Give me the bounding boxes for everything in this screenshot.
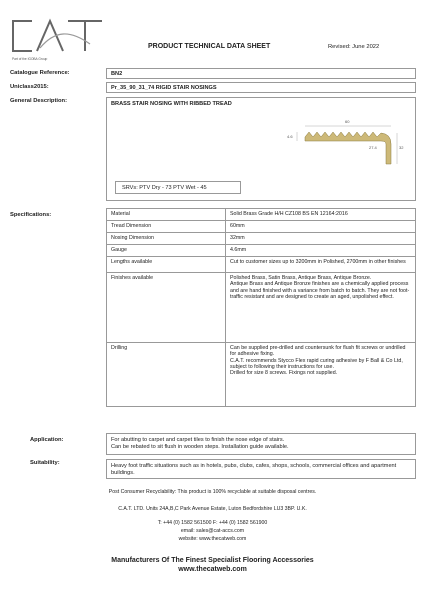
spec-key: Drilling [107, 343, 226, 407]
spec-value: Polished Brass, Satin Brass, Antique Brass, Antique Bronze. Antique Brass and Antique Bronze finishes are a chemically applied process and are hand finished with a variance from batch to batch. They are not foot-traffic resistant and are designed to create an aged, unpolished effect. [226, 273, 416, 343]
specifications-table [106, 208, 416, 407]
table-row [107, 245, 416, 257]
website-link[interactable]: www.thecatweb.com [178, 566, 247, 573]
revised-date: Revised: June 2022 [328, 44, 380, 50]
application-value: For abutting to carpet and carpet tiles to finish the nose edge of stairs. Can be rebated to sit flush in wooden steps. Installation guide available. [106, 433, 416, 455]
spec-key: Material [107, 209, 226, 221]
description-value: BRASS STAIR NOSING WITH RIBBED TREAD [111, 101, 232, 107]
suitability-value: Heavy foot traffic situations such as in hotels, pubs, clubs, cafes, shops, schools, commercial offices and apartment buildings. [106, 459, 416, 479]
spec-key: Gauge [107, 245, 226, 257]
email-line: email: sales@cat-accs.com [180, 528, 245, 534]
spec-value: Can be supplied pre-drilled and countersunk for flush fit screws or undrilled for adhesive fixing. C.A.T. recommends Stycco Flex rapid curing adhesive by F Ball & Co Ltd, subject to following their instructions for use. Drilled for size 8 screws. Fixings not supplied. [226, 343, 416, 407]
table-row [107, 209, 416, 221]
spec-value: Cut to customer sizes up to 3200mm in Polished, 2700mm in other finishes [226, 257, 416, 273]
description-label: General Description: [10, 98, 68, 104]
dim-top: 60 [345, 119, 350, 124]
table-row [107, 257, 416, 273]
suitability-label: Suitability: [30, 460, 60, 466]
spec-value: 32mm [226, 233, 416, 245]
uniclass-box [106, 82, 416, 93]
spec-key: Finishes available [107, 273, 226, 343]
catalogue-box [106, 68, 416, 79]
company-address: C.A.T. LTD. Units 24A,B,C Park Avenue Estate, Luton Bedfordshire LU3 3BP. U.K. [118, 506, 307, 512]
cat-logo [10, 18, 105, 56]
spec-value: 4.6mm [226, 245, 416, 257]
dim-left: 4.6 [287, 134, 293, 139]
specifications-label: Specifications: [10, 212, 52, 218]
logo-subtitle: Part of the IGOBA Group [12, 57, 48, 61]
table-row [107, 343, 416, 407]
recyclability-note: Post Consumer Recyclability: This product is 100% recyclable at suitable disposal centres. [108, 489, 317, 495]
uniclass-label: Uniclass2015: [10, 84, 49, 90]
catalogue-value: BN2 [111, 71, 123, 77]
spec-value: Solid Brass Grade H/H CZ108 BS EN 12164:2016 [226, 209, 416, 221]
dim-right: 32 [399, 145, 404, 150]
table-row [107, 233, 416, 245]
tagline: Manufacturers Of The Finest Specialist Flooring Accessories [111, 557, 314, 564]
phone-fax: T: +44 (0) 1582 561500 F: +44 (0) 1582 561900 [157, 520, 268, 526]
spec-key: Lengths available [107, 257, 226, 273]
uniclass-value: Pr_35_90_31_74 RIGID STAIR NOSINGS [111, 85, 217, 91]
application-label: Application: [30, 437, 64, 443]
catalogue-label: Catalogue Reference: [10, 70, 70, 76]
spec-key: Nosing Dimension [107, 233, 226, 245]
website-line: website: www.thecatweb.com [178, 536, 247, 542]
table-row [107, 221, 416, 233]
spec-key: Tread Dimension [107, 221, 226, 233]
nosing-profile-drawing [287, 112, 407, 172]
spec-value: 60mm [226, 221, 416, 233]
dim-mid: 27.4 [369, 145, 377, 150]
description-box [106, 97, 416, 201]
table-row [107, 273, 416, 343]
srv-values: SRVs: PTV Dry - 73 PTV Wet - 45 [115, 181, 241, 194]
document-title: PRODUCT TECHNICAL DATA SHEET [148, 43, 271, 50]
